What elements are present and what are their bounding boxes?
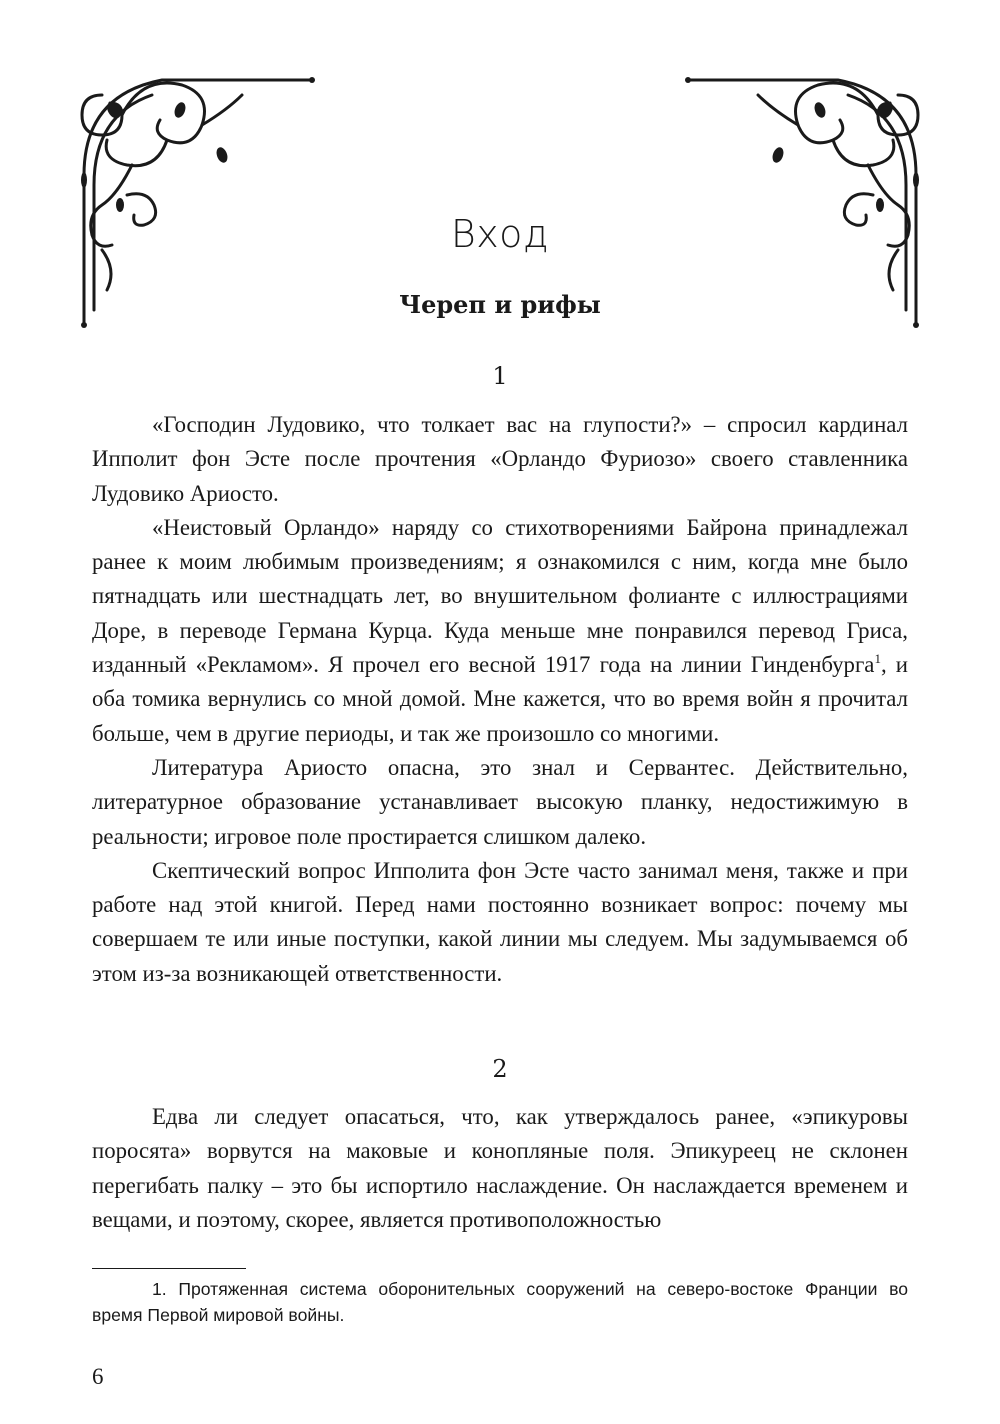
paragraph: «Господин Лудовико, что толкает вас на глупости?» – спросил кардинал Ипполит фон Эсте после прочтения «Орландо Фуриозо» своего ставленника Лудовико Ариосто.	[92, 412, 908, 506]
paragraph-text: , и оба томика вернулись со мной домой. Мне кажется, что во время войн я прочитал больше, чем в другие периоды, и так же произошло со многими.	[92, 652, 908, 746]
section-title: Череп и рифы	[399, 290, 601, 319]
chapter-title: Вход	[450, 212, 550, 256]
paragraph: Скептический вопрос Ипполита фон Эсте часто занимал меня, также и при работе над этой книгой. Перед нами постоянно возникает вопрос: почему мы совершаем те или иные поступки, какой линии мы следуем. Мы задумываемся об этом из-за возникающей ответственности.	[92, 857, 908, 986]
paragraph: Литература Ариосто опасна, это знал и Сервантес. Действительно, литературное образование устанавливает высокую планку, недостижимую в реальности; игровое поле простирается слишком далеко.	[92, 754, 908, 849]
footnote	[92, 1276, 908, 1328]
paragraph-text: «Неистовый Орландо» наряду со стихотворениями Байрона принадлежал ранее к моим любимым произведениям; я ознакомился с ним, когда мне было пятнадцать или шестнадцать лет, во внушительном фолианте с иллюстрациями Доре, в переводе Германа Курца. Куда меньше мне понравился перевод Гриса, изданный «Рекламом». Я прочел его весной 1917 года на линии Гинденбурга	[92, 514, 908, 678]
footnote-ref[interactable]: 1	[874, 651, 881, 667]
section-number: 1	[492, 362, 508, 390]
paragraph	[92, 511, 908, 751]
section-2-text	[92, 1100, 908, 1237]
paragraph: Едва ли следует опасаться, что, как утверждалось ранее, «эпикуровы поросята» ворвутся на маковые и конопляные поля. Эпикуреец не склонен перегибать палку – это бы испортило наслаждение. Он наслаждается временем и вещами, и поэтому, скорее, является противоположностью	[92, 1104, 908, 1232]
footnote-text: 1. Протяженная система оборонительных сооружений на северо-востоке Франции во время Первой мировой войны.	[92, 1279, 908, 1325]
section-1-text	[92, 408, 908, 991]
section-number: 2	[492, 1055, 508, 1083]
footnote-divider	[92, 1268, 246, 1269]
page-number: 6	[92, 1364, 104, 1389]
